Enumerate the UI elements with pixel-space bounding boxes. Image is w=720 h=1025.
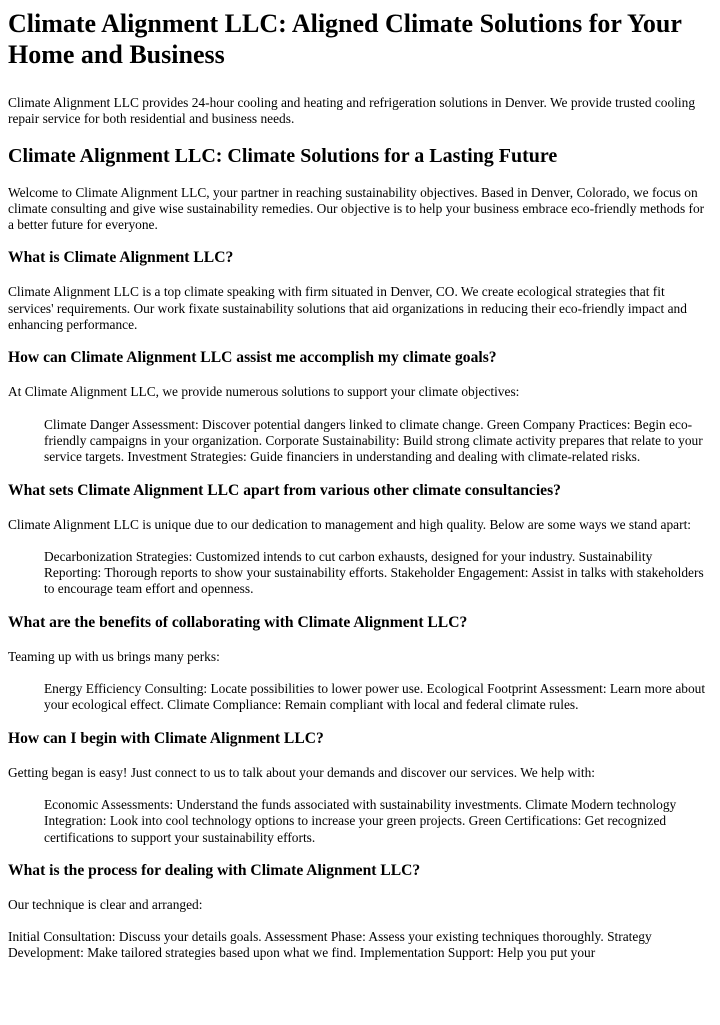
faq-question-3: What sets Climate Alignment LLC apart from various other climate consultancies? <box>8 481 561 499</box>
faq-services-list-4: Energy Efficiency Consulting: Locate possibilities to lower power use. Ecological Footprint Assessment: Learn more about your ecological effect. Climate Compliance: Remain compliant with local and federal climate rules. <box>44 681 706 713</box>
faq-answer-3: Climate Alignment LLC is unique due to our dedication to management and high quality. Below are some ways we stand apart: <box>8 516 692 532</box>
process-paragraph: Initial Consultation: Discuss your details goals. Assessment Phase: Assess your existing techniques thoroughly. Strategy Development: Make tailored strategies based upon what we find. Implementation Support: Help you put your <box>8 929 652 961</box>
faq-answer-1: Climate Alignment LLC is a top climate speaking with firm situated in Denver, CO. We create ecological strategies that fit services' requirements. Our work fixate sustainability solutions that aid organizations in reducing their eco-friendly impact and enhancing performance. <box>8 284 687 333</box>
welcome-paragraph: Welcome to Climate Alignment LLC, your partner in reaching sustainability objectives. Based in Denver, Colorado, we focus on climate consulting and give wise sustainability remedies. Our objective is to help your business embrace eco-friendly methods for a better future for everyone. <box>8 184 705 233</box>
faq-question-2: How can Climate Alignment LLC assist me accomplish my climate goals? <box>8 349 497 367</box>
faq-question-4: What are the benefits of collaborating with Climate Alignment LLC? <box>8 613 468 631</box>
article <box>0 8 720 962</box>
faq-question-1: What is Climate Alignment LLC? <box>8 249 234 267</box>
faq-services-list-5: Economic Assessments: Understand the funds associated with sustainability investments. Climate Modern technology Integration: Look into cool technology options to increase your green projects. Green Certifications: Get recognized certifications to support your sustainability efforts. <box>44 796 677 845</box>
faq-services-list-2: Climate Danger Assessment: Discover potential dangers linked to climate change. Green Company Practices: Begin eco-friendly campaigns in your organization. Corporate Sustainability: Build strong climate activity prepares that relate to your service targets. Investment Strategies: Guide financiers in understanding and dealing with climate-related risks. <box>44 416 703 465</box>
section-heading: Climate Alignment LLC: Climate Solutions for a Lasting Future <box>8 144 558 167</box>
faq-question-5: How can I begin with Climate Alignment LLC? <box>8 729 324 747</box>
faq-answer-2: At Climate Alignment LLC, we provide numerous solutions to support your climate objectives: <box>8 384 520 400</box>
faq-answer-6: Our technique is clear and arranged: <box>8 896 203 912</box>
page-title: Climate Alignment LLC: Aligned Climate Solutions for Your Home and Business <box>8 9 682 69</box>
faq-answer-5: Getting began is easy! Just connect to us to talk about your demands and discover our services. We help with: <box>8 764 595 780</box>
faq-question-6: What is the process for dealing with Climate Alignment LLC? <box>8 861 421 879</box>
faq-services-list-3: Decarbonization Strategies: Customized intends to cut carbon exhausts, designed for your industry. Sustainability Reporting: Thorough reports to show your sustainability efforts. Stakeholder Engagement: Assist in talks with stakeholders to encourage team effort and openness. <box>44 548 704 597</box>
faq-answer-4: Teaming up with us brings many perks: <box>8 648 220 664</box>
intro-paragraph: Climate Alignment LLC provides 24-hour cooling and heating and refrigeration solutions in Denver. We provide trusted cooling repair service for both residential and business needs. <box>8 95 696 127</box>
